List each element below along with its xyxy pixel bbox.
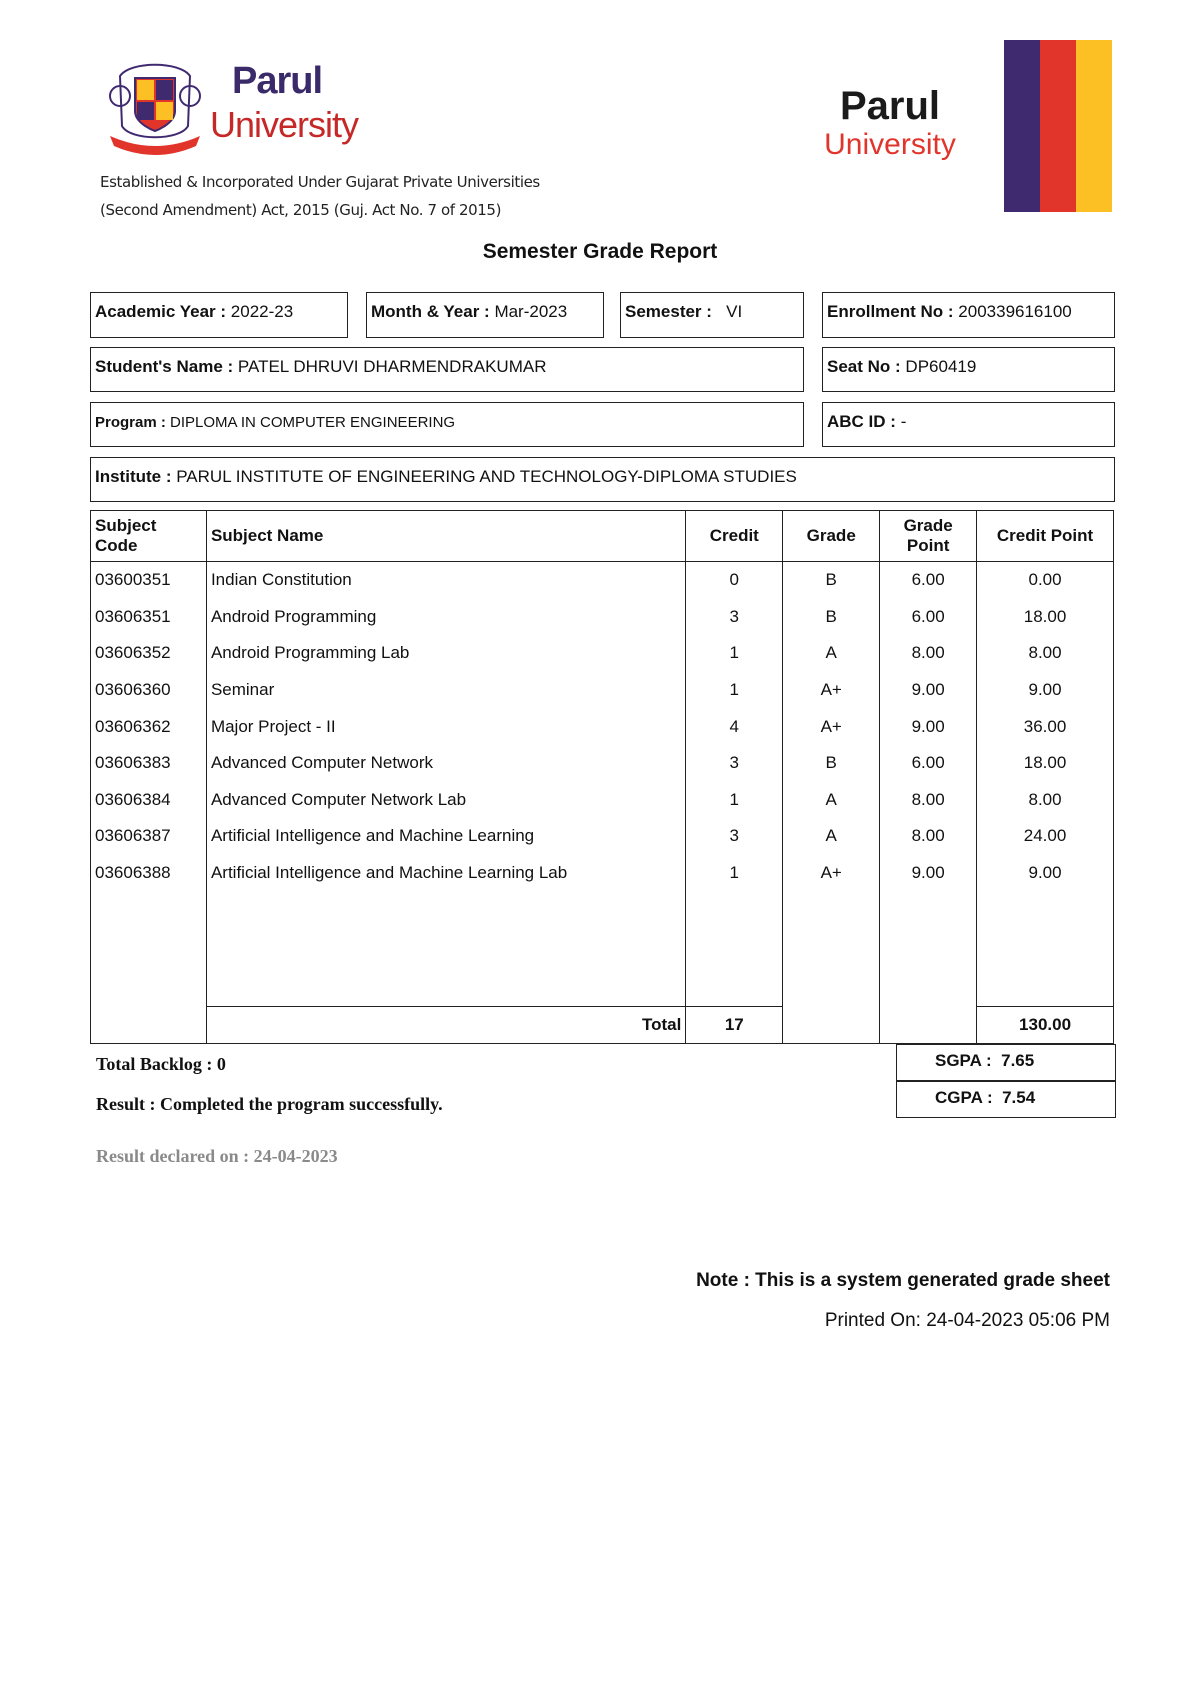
program-box [90, 402, 804, 447]
table-spacer-row [91, 891, 1114, 1007]
cell-grade-point: 9.00 [880, 672, 977, 709]
header-grade-point-line1: Grade [903, 516, 953, 535]
header-grade: Grade [783, 511, 880, 562]
cell-subject-code: 03600351 [91, 562, 207, 599]
abc-id-box [822, 402, 1115, 447]
academic-year-label: Academic Year : [95, 302, 227, 321]
logo-name: Parul [232, 60, 323, 102]
cell-subject-code: 03606351 [91, 599, 207, 636]
grades-table [90, 510, 1114, 1044]
header-credit: Credit [686, 511, 783, 562]
sgpa-label: SGPA : [935, 1051, 992, 1070]
cell-grade-point: 9.00 [880, 708, 977, 745]
total-spacer-code [91, 1007, 207, 1044]
header-subject-name: Subject Name [206, 511, 685, 562]
enrollment-box [822, 292, 1115, 338]
header-credit-point: Credit Point [977, 511, 1114, 562]
month-year-box [366, 292, 604, 338]
student-name-value: PATEL DHRUVI DHARMENDRAKUMAR [237, 357, 547, 376]
cell-credit-point: 18.00 [977, 599, 1114, 636]
stripe-purple [1004, 40, 1040, 212]
cell-grade: B [783, 745, 880, 782]
cell-credit-point: 24.00 [977, 818, 1114, 855]
month-year-value: Mar-2023 [494, 302, 568, 321]
cell-grade: A [783, 782, 880, 819]
cell-grade-point: 6.00 [880, 562, 977, 599]
table-total-row [91, 1007, 1114, 1044]
header-subject-code [91, 511, 207, 562]
cell-credit-point: 8.00 [977, 782, 1114, 819]
establishment-line-2: (Second Amendment) Act, 2015 (Guj. Act No. 7 of 2015) [100, 201, 502, 219]
academic-year-value: 2022-23 [230, 302, 294, 321]
cell-credit: 3 [686, 599, 783, 636]
total-spacer-grade [783, 1007, 880, 1044]
header-code-line1: Subject [95, 516, 157, 535]
cell-credit: 1 [686, 672, 783, 709]
header-code-line2: Code [95, 536, 138, 555]
table-row [91, 782, 1114, 819]
spacer-cell [880, 891, 977, 1007]
seat-no-label: Seat No : [827, 357, 901, 376]
cell-subject-name: Advanced Computer Network Lab [206, 782, 685, 819]
stripe-yellow [1076, 40, 1112, 212]
cell-subject-name: Indian Constitution [206, 562, 685, 599]
cell-grade-point: 8.00 [880, 635, 977, 672]
table-row [91, 635, 1114, 672]
spacer-cell [977, 891, 1114, 1007]
cell-credit-point: 18.00 [977, 745, 1114, 782]
printed-on: Printed On: 24-04-2023 05:06 PM [824, 1310, 1110, 1331]
table-row [91, 818, 1114, 855]
logo-subname: University [210, 104, 359, 145]
enrollment-value: 200339616100 [958, 302, 1072, 321]
seat-no-value: DP60419 [905, 357, 977, 376]
table-row [91, 708, 1114, 745]
cell-grade-point: 6.00 [880, 599, 977, 636]
cell-subject-name: Android Programming Lab [206, 635, 685, 672]
cell-subject-code: 03606352 [91, 635, 207, 672]
cell-grade-point: 6.00 [880, 745, 977, 782]
cell-grade-point: 8.00 [880, 818, 977, 855]
cell-grade: A+ [783, 855, 880, 892]
semester-value: VI [726, 302, 743, 321]
crest-icon [100, 56, 210, 156]
cell-grade: A+ [783, 672, 880, 709]
stripe-red [1040, 40, 1076, 212]
cell-subject-code: 03606387 [91, 818, 207, 855]
cell-grade: A [783, 635, 880, 672]
header-grade-point [880, 511, 977, 562]
table-row [91, 599, 1114, 636]
cell-subject-code: 03606388 [91, 855, 207, 892]
establishment-text [100, 168, 540, 224]
cgpa-label: CGPA : [935, 1088, 993, 1107]
student-name-label: Student's Name : [95, 357, 234, 376]
spacer-cell [783, 891, 880, 1007]
seat-no-box [822, 347, 1115, 392]
spacer-cell [91, 891, 207, 1007]
brand-wordmark [800, 84, 980, 162]
table-row [91, 562, 1114, 599]
cell-subject-code: 03606383 [91, 745, 207, 782]
cell-subject-name: Artificial Intelligence and Machine Learning Lab [206, 855, 685, 892]
cell-subject-code: 03606360 [91, 672, 207, 709]
cell-grade-point: 9.00 [880, 855, 977, 892]
cell-subject-name: Major Project - II [206, 708, 685, 745]
cell-subject-name: Seminar [206, 672, 685, 709]
result-declared: Result declared on : 24-04-2023 [96, 1146, 338, 1166]
spacer-cell [686, 891, 783, 1007]
cell-grade: B [783, 562, 880, 599]
cell-subject-name: Artificial Intelligence and Machine Learning [206, 818, 685, 855]
spacer-cell [206, 891, 685, 1007]
cell-grade: B [783, 599, 880, 636]
cell-credit-point: 9.00 [977, 672, 1114, 709]
table-row [91, 672, 1114, 709]
institute-box [90, 457, 1115, 502]
cell-credit-point: 36.00 [977, 708, 1114, 745]
total-spacer-grade-point [880, 1007, 977, 1044]
institute-value: PARUL INSTITUTE OF ENGINEERING AND TECHNOLOGY-DIPLOMA STUDIES [176, 467, 797, 486]
system-note: Note : This is a system generated grade sheet [696, 1270, 1110, 1291]
cell-subject-code: 03606362 [91, 708, 207, 745]
total-credit-point: 130.00 [977, 1007, 1114, 1044]
table-row [91, 745, 1114, 782]
abc-id-label: ABC ID : [827, 412, 896, 431]
sgpa-box [896, 1044, 1116, 1081]
month-year-label: Month & Year : [371, 302, 490, 321]
cell-credit: 1 [686, 635, 783, 672]
academic-year-box [90, 292, 348, 338]
cell-credit-point: 9.00 [977, 855, 1114, 892]
cell-credit: 3 [686, 745, 783, 782]
cell-grade-point: 8.00 [880, 782, 977, 819]
total-credit: 17 [686, 1007, 783, 1044]
cell-grade: A+ [783, 708, 880, 745]
enrollment-label: Enrollment No : [827, 302, 954, 321]
result-text: Result : Completed the program successfully. [96, 1094, 443, 1114]
cell-credit-point: 8.00 [977, 635, 1114, 672]
abc-id-value: - [900, 412, 907, 431]
student-name-box [90, 347, 804, 392]
brand-stripes [1004, 40, 1112, 212]
institute-label: Institute : [95, 467, 172, 486]
cgpa-box [896, 1081, 1116, 1118]
semester-box [620, 292, 804, 338]
header-grade-point-line2: Point [906, 536, 950, 555]
cell-credit-point: 0.00 [977, 562, 1114, 599]
cgpa-value: 7.54 [1002, 1088, 1036, 1107]
cell-subject-name: Android Programming [206, 599, 685, 636]
table-row [91, 855, 1114, 892]
cell-credit: 1 [686, 855, 783, 892]
cell-credit: 3 [686, 818, 783, 855]
cell-credit: 4 [686, 708, 783, 745]
program-value: DIPLOMA IN COMPUTER ENGINEERING [170, 414, 456, 431]
cell-credit: 1 [686, 782, 783, 819]
semester-label: Semester : [625, 302, 712, 321]
sgpa-value: 7.65 [1001, 1051, 1035, 1070]
cell-subject-code: 03606384 [91, 782, 207, 819]
total-backlog: Total Backlog : 0 [96, 1054, 226, 1074]
cell-grade: A [783, 818, 880, 855]
brand-name: Parul [839, 84, 941, 128]
establishment-line-1: Established & Incorporated Under Gujarat Private Universities [100, 173, 540, 191]
total-label: Total [206, 1007, 685, 1044]
cell-credit: 0 [686, 562, 783, 599]
brand-subname: University [824, 128, 956, 161]
cell-subject-name: Advanced Computer Network [206, 745, 685, 782]
page-title: Semester Grade Report [482, 240, 718, 263]
program-label: Program : [95, 414, 166, 431]
table-header-row [91, 511, 1114, 562]
